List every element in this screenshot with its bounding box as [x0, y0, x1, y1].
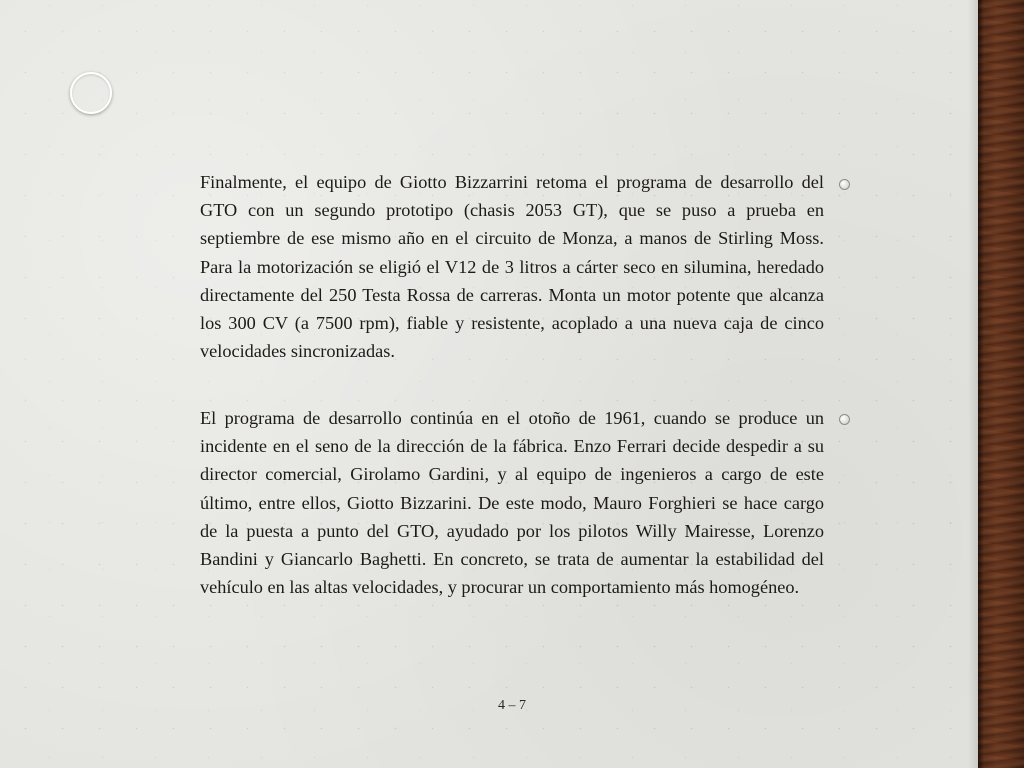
paragraph-2-marker-icon[interactable]: [839, 414, 850, 425]
paragraph-1: Finalmente, el equipo de Giotto Bizzarrini retoma el programa de desarrollo del GTO con un segundo prototipo (chasis 2053 GT), que se puso a prueba en septiembre de ese mismo año en el circuito de Monza, a manos de Stirling Moss. Para la motorización se eligió el V12 de 3 litros a cárter seco en silumina, heredado directamente del 250 Testa Rossa de carreras. Monta un motor potente que alcanza los 300 CV (a 7500 rpm), fiable y resistente, acoplado a una nueva caja de cinco velocidades sincronizadas.: [200, 172, 824, 362]
paragraph-1-marker-icon[interactable]: [839, 179, 850, 190]
page-number: 4 – 7: [498, 698, 526, 713]
wood-shadow: [978, 0, 984, 768]
paragraph-2: El programa de desarrollo continúa en el otoño de 1961, cuando se produce un incidente en el seno de la dirección de la fábrica. Enzo Ferrari decide despedir a su director comercial, Girolamo Gardini, y al equipo de ingenieros a cargo de este último, entre ellos, Giotto Bizzarini. De este modo, Mauro Forghieri se hace cargo de la puesta a punto del GTO, ayudado por los pilotos Willy Mairesse, Lorenzo Bandini y Giancarlo Baghetti. En concreto, se trata de aumentar la estabilidad del vehículo en las altas velocidades, y procurar un comportamiento más homogéneo.: [200, 408, 824, 598]
home-circle-icon[interactable]: [70, 72, 112, 114]
page-edge-shadow: [968, 0, 978, 768]
wood-binding-background: [978, 0, 1024, 768]
